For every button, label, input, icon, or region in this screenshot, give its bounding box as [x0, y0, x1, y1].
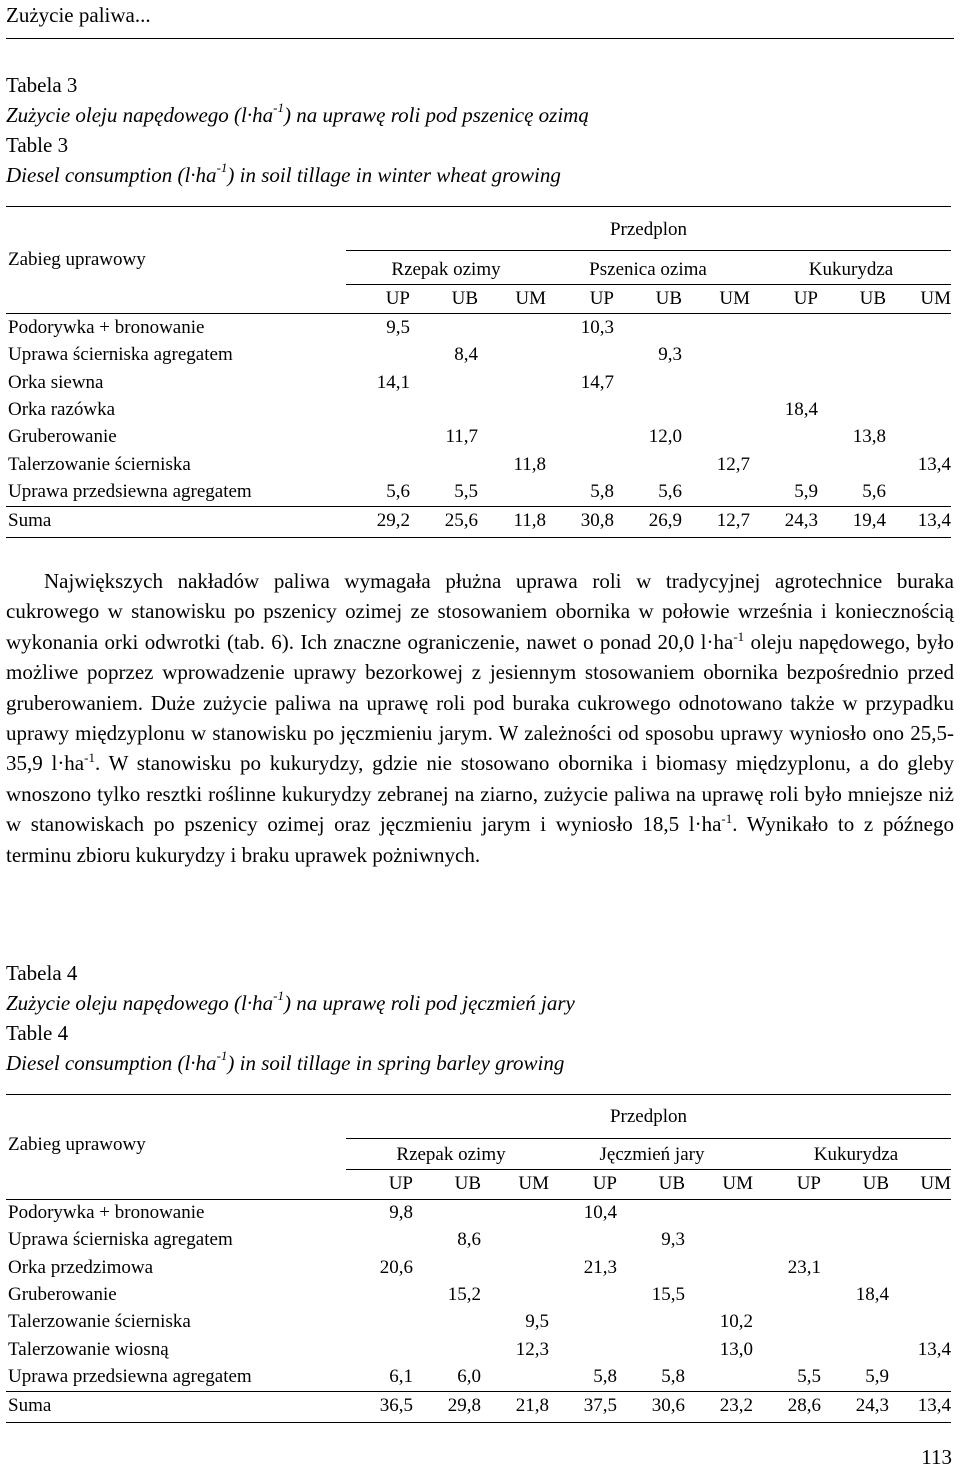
sum-cell: 21,8 — [515, 1395, 549, 1417]
data-cell: 5,6 — [658, 480, 682, 502]
table4-caption-pl-title-sup: -1 — [273, 988, 284, 1003]
table3-caption-pl-label: Tabela 3 — [6, 73, 78, 97]
data-cell: 5,6 — [386, 480, 410, 502]
data-cell: 5,8 — [590, 480, 614, 502]
subcol-header: UB — [862, 1173, 889, 1194]
data-cell: 10,3 — [580, 317, 614, 338]
data-cell: 5,5 — [797, 1365, 821, 1387]
subcol-header: UM — [920, 288, 951, 309]
data-cell: 9,3 — [661, 1229, 685, 1251]
sum-label: Suma — [8, 510, 52, 532]
data-cell: 12,3 — [515, 1338, 549, 1360]
row-label: Orka przedzimowa — [8, 1256, 154, 1278]
sum-cell: 29,2 — [376, 510, 410, 532]
page-number: 113 — [921, 1445, 952, 1469]
table-bottom-rule — [6, 537, 951, 538]
row-label: Uprawa ścierniska agregatem — [8, 1229, 233, 1251]
data-cell: 9,8 — [389, 1202, 413, 1223]
subcol-header: UB — [655, 288, 682, 309]
data-cell: 13,0 — [719, 1338, 753, 1360]
data-cell: 13,4 — [917, 453, 951, 475]
table3-caption-en-title-b: ) in soil tillage in winter wheat growing — [227, 163, 561, 187]
group-header-rule — [346, 1138, 951, 1139]
sum-cell: 36,5 — [379, 1395, 413, 1417]
row-label: Gruberowanie — [8, 1283, 117, 1305]
sum-cell: 26,9 — [648, 510, 682, 532]
subcol-header-rule — [6, 1199, 951, 1200]
row-label: Orka siewna — [8, 371, 104, 393]
data-cell: 10,2 — [719, 1311, 753, 1333]
data-cell: 12,0 — [648, 426, 682, 448]
subcol-header: UM — [719, 288, 750, 309]
data-cell: 18,4 — [784, 398, 818, 420]
subcol-header: UP — [589, 288, 614, 309]
sum-cell: 19,4 — [852, 510, 886, 532]
table4-caption-en-label: Table 4 — [6, 1021, 69, 1045]
data-cell: 5,8 — [661, 1365, 685, 1387]
sum-cell: 29,8 — [447, 1395, 481, 1417]
subcol-header: UM — [920, 1173, 951, 1194]
subcol-header: UB — [451, 288, 478, 309]
subcol-header: UP — [385, 288, 410, 309]
table-top-rule — [6, 206, 951, 207]
subcol-header: UM — [515, 288, 546, 309]
paragraph-part1: Największych nakładów paliwa wymagała płużna uprawa roli w tradycyjnej agrotechnice buraka cukrowego w stanowisku po pszenicy ozimej ze stosowaniem obornika w połowie września i koniecznością wykonania orki odwrotki (tab. 6). Ich znaczne ograniczenie, nawet o ponad 20,0 l·ha — [6, 569, 954, 654]
row-label: Talerzowanie wiosną — [8, 1338, 169, 1360]
table-bottom-rule — [6, 1422, 951, 1423]
table3-caption-pl-title — [6, 100, 589, 130]
column-header-zabieg: Zabieg uprawowy — [8, 1134, 146, 1155]
table4 — [6, 1094, 951, 1424]
paragraph-sup1: -1 — [733, 628, 745, 644]
sum-cell: 25,6 — [444, 510, 478, 532]
table4-caption-pl-title-a: Zużycie oleju napędowego (l·ha — [6, 991, 274, 1015]
sum-rule — [6, 1391, 951, 1392]
table3-caption-pl-title-b: ) na uprawę roli pod pszenicę ozimą — [283, 103, 589, 127]
table-top-rule — [6, 1094, 951, 1095]
crop-header: Pszenica ozima — [589, 259, 707, 280]
data-cell: 23,1 — [787, 1256, 821, 1278]
table3-caption-en-title — [6, 160, 561, 190]
crop-header: Kukurydza — [808, 259, 894, 280]
data-cell: 14,7 — [580, 371, 614, 393]
data-cell: 20,6 — [379, 1256, 413, 1278]
sum-cell: 24,3 — [855, 1395, 889, 1417]
subcol-header: UP — [592, 1173, 617, 1194]
sum-cell: 30,6 — [651, 1395, 685, 1417]
sum-cell: 23,2 — [719, 1395, 753, 1417]
data-cell: 9,5 — [525, 1311, 549, 1333]
crop-header-rule — [346, 284, 951, 285]
subcol-header: UB — [658, 1173, 685, 1194]
table4-caption-en-title — [6, 1048, 564, 1078]
row-label: Talerzowanie ścierniska — [8, 453, 191, 475]
row-label: Gruberowanie — [8, 426, 117, 448]
crop-header: Jęczmień jary — [599, 1144, 705, 1165]
body-paragraph — [6, 566, 954, 870]
row-label: Uprawa przedsiewna agregatem — [8, 480, 252, 502]
crop-header-rule — [346, 1169, 951, 1170]
table3-caption-pl-title-sup: -1 — [273, 100, 284, 115]
data-cell: 11,7 — [445, 426, 478, 448]
sum-cell: 13,4 — [917, 510, 951, 532]
paragraph-part2: oleju napędowego, było możliwe poprzez wprowadzenie uprawy bezorkowej z jesiennym stosowaniem obornika bezpośrednio przed gruberowaniem. Duże zużycie paliwa na uprawę roli pod buraka cukrowego odnotowano także w przypadku uprawy międzyplonu w stanowisku po jęczmieniu jarym. W zależności od sposobu uprawy wyniosło ono 25,5-35,9 l·ha — [6, 629, 955, 776]
data-cell: 5,5 — [454, 480, 478, 502]
subcol-header: UM — [518, 1173, 549, 1194]
data-cell: 15,5 — [651, 1283, 685, 1305]
subcol-header: UP — [796, 1173, 821, 1194]
sum-cell: 28,6 — [787, 1395, 821, 1417]
crop-header: Rzepak ozimy — [391, 259, 501, 280]
header-divider — [6, 38, 954, 39]
table4-caption-en-title-b: ) in soil tillage in spring barley growing — [227, 1051, 565, 1075]
data-cell: 5,9 — [865, 1365, 889, 1387]
crop-header: Rzepak ozimy — [396, 1144, 506, 1165]
sum-cell: 12,7 — [716, 510, 750, 532]
sum-label: Suma — [8, 1395, 52, 1417]
data-cell: 12,7 — [716, 453, 750, 475]
table3-caption-en-title-a: Diesel consumption (l·ha — [6, 163, 217, 187]
group-header-przedplon: Przedplon — [609, 1106, 688, 1127]
paragraph-part4: . Wynikało to z późnego terminu zbioru kukurydzy i braku uprawek pożniwnych. — [6, 812, 954, 867]
table4-caption-en-title-a: Diesel consumption (l·ha — [6, 1051, 217, 1075]
table3-caption-en-label: Table 3 — [6, 133, 69, 157]
column-header-zabieg: Zabieg uprawowy — [8, 249, 146, 270]
running-header: Zużycie paliwa... — [6, 3, 151, 27]
row-label: Uprawa przedsiewna agregatem — [8, 1365, 252, 1387]
row-label: Orka razówka — [8, 398, 116, 420]
table3-caption-en-title-sup: -1 — [216, 160, 228, 175]
table4-caption-en-title-sup: -1 — [216, 1048, 228, 1063]
row-label: Talerzowanie ścierniska — [8, 1311, 191, 1333]
group-header-przedplon: Przedplon — [609, 219, 688, 240]
paragraph-part3: . W stanowisku po kukurydzy, gdzie nie stosowano obornika i biomasy międzyplonu, a do gleby wnoszono tylko resztki roślinne kukurydzy zebranej na ziarno, zużycie paliwa na uprawę roli było mniejsze niż w stanowiskach po pszenicy ozimej oraz jęczmieniu jarym i wyniosło 18,5 l·ha — [6, 751, 955, 837]
data-cell: 5,9 — [794, 480, 818, 502]
row-label: Uprawa ścierniska agregatem — [8, 344, 233, 366]
data-cell: 18,4 — [855, 1283, 889, 1305]
row-label: Podorywka + bronowanie — [8, 317, 205, 338]
subcol-header: UM — [722, 1173, 753, 1194]
data-cell: 13,4 — [917, 1338, 951, 1360]
sum-cell: 30,8 — [580, 510, 614, 532]
subcol-header: UB — [859, 288, 886, 309]
data-cell: 11,8 — [513, 453, 546, 475]
crop-header: Kukurydza — [813, 1144, 899, 1165]
subcol-header: UP — [388, 1173, 413, 1194]
table3 — [6, 206, 951, 536]
data-cell: 6,1 — [389, 1365, 413, 1387]
table4-caption-pl-title — [6, 988, 575, 1018]
data-cell: 6,0 — [457, 1365, 481, 1387]
sum-cell: 37,5 — [583, 1395, 617, 1417]
sum-cell: 24,3 — [784, 510, 818, 532]
sum-cell: 13,4 — [917, 1395, 951, 1417]
row-label: Podorywka + bronowanie — [8, 1202, 205, 1223]
data-cell: 5,6 — [862, 480, 886, 502]
subcol-header: UP — [793, 288, 818, 309]
paragraph-sup2: -1 — [84, 750, 95, 766]
data-cell: 8,4 — [454, 344, 478, 366]
table3-caption-pl-title-a: Zużycie oleju napędowego (l·ha — [6, 103, 274, 127]
group-header-rule — [346, 250, 951, 251]
sum-cell: 11,8 — [513, 510, 546, 532]
data-cell: 9,5 — [386, 317, 410, 338]
data-cell: 9,3 — [658, 344, 682, 366]
table4-caption-pl-label: Tabela 4 — [6, 961, 78, 985]
sum-rule — [6, 506, 951, 507]
subcol-header-rule — [6, 313, 951, 314]
data-cell: 15,2 — [447, 1283, 481, 1305]
subcol-header: UB — [454, 1173, 481, 1194]
data-cell: 8,6 — [457, 1229, 481, 1251]
data-cell: 14,1 — [376, 371, 410, 393]
data-cell: 5,8 — [593, 1365, 617, 1387]
paragraph-sup3: -1 — [721, 811, 733, 827]
data-cell: 13,8 — [852, 426, 886, 448]
data-cell: 10,4 — [583, 1202, 617, 1223]
table4-caption-pl-title-b: ) na uprawę roli pod jęczmień jary — [283, 991, 575, 1015]
data-cell: 21,3 — [583, 1256, 617, 1278]
